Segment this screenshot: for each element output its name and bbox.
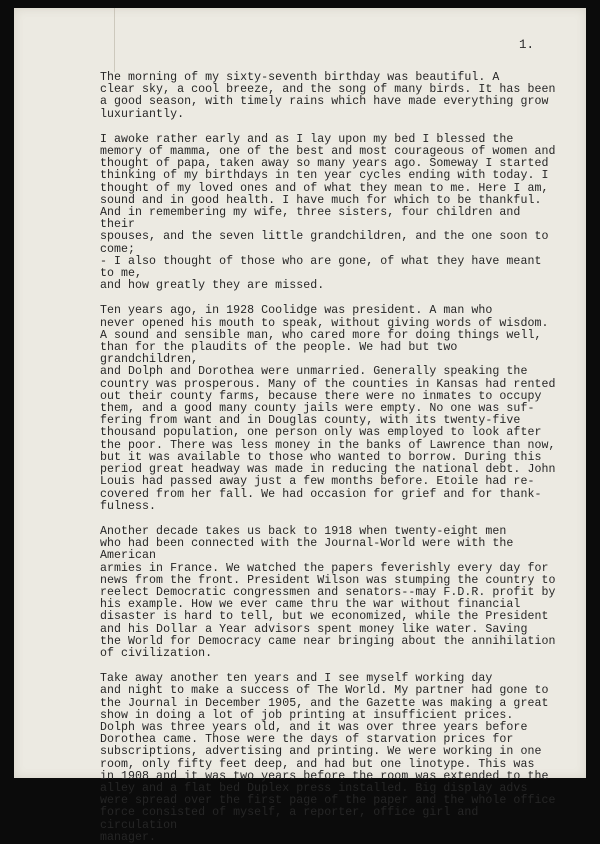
paragraph-remembrance: I awoke rather early and as I lay upon my bed I blessed the memory of mamma, one of the best and most courageous of women and thought of papa, taken away so many years ago. Someway I started thinking of my birthdays in ten year cycles ending with today. I thought of my loved ones and of what they mean to me. Here I am, sound and in good health. I have much for which to be thankful. And in remembering my wife, three sisters, four children and their spouses, and the seven little grandchildren, and the one soon to come; - I also thought of those who are gone, of what they have meant to me, and how greatly they are missed.	[100, 132, 556, 293]
typewritten-page	[14, 8, 586, 844]
page-number: 1.	[518, 38, 534, 52]
paragraph-birthday-morning: The morning of my sixty-seventh birthday was beautiful. A clear sky, a cool breeze, and the song of many birds. It has been a good season, with timely rains which have made everything grow luxuriantly.	[100, 71, 556, 121]
paper-fold-mark	[114, 8, 115, 72]
paragraph-1928: Ten years ago, in 1928 Coolidge was president. A man who never opened his mouth to speak, without giving words of wisdom. A sound and sensible man, who cared more for doing things well, than for the plaudits of the people. We had but two grandchildren, and Dolph and Dorothea were unmarried. Generally speaking the country was prosperous. Many of the counties in Kansas had rented out their county farms, because there were no inmates to occupy them, and a good many county jails were empty. No one was suf- fering from want and in Douglas county, with its twenty-five thousand population, one person only was employed to look after the poor. There was less money in the banks of Lawrence than now, but it was available to those who wanted to borrow. During this period great headway was made in reducing the national debt. John Louis had passed away just a few months before. Etoile had re- covered from her fall. We had occasion for grief and for thank- fulness.	[100, 304, 556, 513]
paragraph-1918: Another decade takes us back to 1918 when twenty-eight men who had been connected with the Journal-World were with the American armies in France. We watched the papers feverishly every day for news from the front. President Wilson was stumping the country to reelect Democratic congressmen and senators--may F.D.R. profit by his example. How we ever came thru the war without financial disaster is hard to tell, but we economized, while the President and his Dollar a Year advisors spent money like water. Saving the World for Democracy came near bringing about the annihilation of civilization.	[100, 524, 556, 660]
paragraph-1908: Take away another ten years and I see myself working day and night to make a success of The World. My partner had gone to the Journal in December 1905, and the Gazette was making a great show in doing a lot of job printing at insufficient prices. Dolph was three years old, and it was over three years before Dorothea came. Those were the days of starvation prices for subscriptions, advertising and printing. We were working in one room, only fifty feet deep, and had but one linotype. This was in 1908 and it was two years before the room was extended to the alley and a flat bed Duplex press installed. Big display advs were spread over the first page of the paper and the whole office force consisted of myself, a reporter, office girl and circulation manager.	[100, 672, 556, 844]
page-body	[100, 72, 560, 844]
